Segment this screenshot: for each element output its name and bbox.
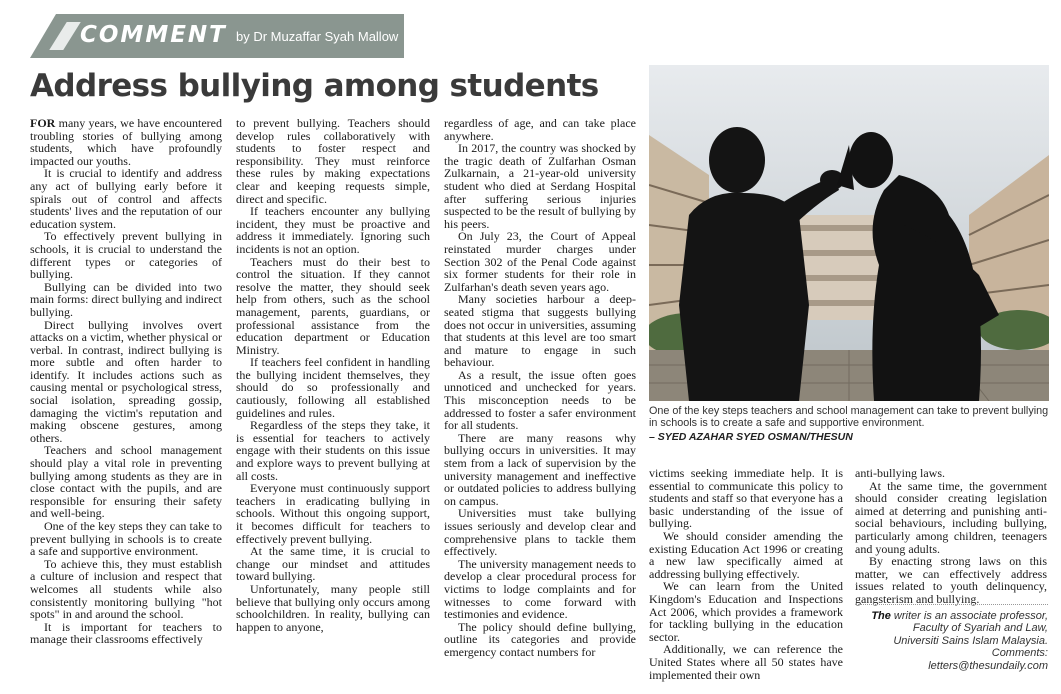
paragraph-text: Teachers and school management should play a vital role in preventing bullying among students as they are in close contact with the pupils, and are responsible for ensuring their safety and well-being.: [30, 443, 222, 521]
article-column-4: [649, 467, 843, 681]
band-notch-decoration: [30, 14, 56, 58]
paragraph: [649, 530, 843, 580]
paragraph: [649, 580, 843, 643]
paragraph: [444, 293, 636, 369]
paragraph-text: anti-bullying laws.: [855, 466, 945, 480]
paragraph-text: Direct bullying involves overt attacks on a victim, whether physical or verbal. In contrast, indirect bullying is more subtle and often harder to identify. It includes actions such as causing mental or psychological stress, social isolation, spreading gossip, damaging the victim's reputation and making obscene gestures, among others.: [30, 317, 222, 445]
paragraph-text: Teachers must do their best to control the situation. If they cannot resolve the matter, they should seek help from others, such as the school management, parents, guardians, or professional assistance from the education department or Education Ministry.: [236, 254, 430, 357]
endnote-email[interactable]: letters@thesundaily.com: [928, 659, 1048, 672]
paragraph: [444, 432, 636, 508]
paragraph-text: It is important for teachers to manage their classrooms effectively: [30, 619, 222, 647]
paragraph-text: to prevent bullying. Teachers should develop rules collaboratively with students to foster respect and responsibility. They must reinforce these rules by making expectations clear and keeping requests simple, direct and specific.: [236, 116, 430, 206]
paragraph-text: Many societies harbour a deep-seated stigma that suggests bullying does not occur in universities, assuming that students at this level are too smart and mature to engage in such behaviour.: [444, 292, 636, 370]
paragraph-text: In 2017, the country was shocked by the tragic death of Zulfarhan Osman Zulkarnain, a 21-year-old university student who died at Serdang Hospital after suffering serious injuries suspected to be the result of bullying by his peers.: [444, 141, 636, 231]
article-column-2: [236, 117, 430, 633]
bullying-silhouette-image: [649, 65, 1049, 401]
paragraph-text: It is crucial to identify and address any act of bullying early before it spirals out of control and affects students' lives and the reputation of our education system.: [30, 166, 222, 231]
endnote-line-2: Faculty of Syariah and Law,: [912, 622, 1048, 635]
paragraph: [649, 643, 843, 681]
endnote-divider: [858, 604, 1048, 605]
paragraph: [30, 558, 222, 621]
paragraph: [444, 230, 636, 293]
paragraph: [30, 167, 222, 230]
article-photo: [649, 65, 1049, 401]
paragraph: [236, 482, 430, 545]
author-endnote: [862, 610, 1048, 672]
paragraph-text: At the same time, it is crucial to change our mindset and attitudes toward bullying.: [236, 544, 430, 584]
paragraph-text: We should consider amending the existing Education Act 1996 or creating a new law specifically aimed at addressing bullying effectively.: [649, 528, 843, 581]
paragraph: [236, 256, 430, 357]
paragraph-text: Unfortunately, many people still believe that bullying only occurs among schoolchildren. In reality, bullying can happen to anyone,: [236, 581, 430, 634]
paragraph-text: To effectively prevent bullying in schools, it is crucial to understand the different types or categories of bullying.: [30, 229, 222, 282]
paragraph: [236, 356, 430, 419]
article-headline: Address bullying among students: [30, 68, 599, 104]
paragraph-text: Everyone must continuously support teachers in eradicating bullying in schools. Without this ongoing support, it becomes difficult for teachers to effectively prevent bullying.: [236, 481, 430, 546]
endnote-line-1: writer is an associate professor,: [890, 610, 1048, 622]
paragraph: [444, 142, 636, 230]
paragraph-text: regardless of age, and can take place anywhere.: [444, 116, 636, 143]
paragraph-text: many years, we have encountered troubling stories of bullying among students, which have profoundly impacted our youths.: [30, 116, 222, 168]
paragraph-text: The university management needs to develop a clear procedural process for victims to lodge complaints and for witnesses to come forward with testimonies and evidence.: [444, 556, 636, 622]
paragraph: [649, 467, 843, 530]
paragraph: [236, 117, 430, 205]
paragraph: [30, 117, 222, 167]
paragraph-text: If teachers feel confident in handling the bullying incident themselves, they should do so professionally and cautiously, following all established guidelines and rules.: [236, 355, 430, 420]
paragraph-text: To achieve this, they must establish a culture of inclusion and respect that welcomes all students while also consistently monitoring bullying "hot spots" in and around the school.: [30, 556, 222, 622]
endnote-lead: The: [871, 610, 891, 622]
paragraph-text: Regardless of the steps they take, it is essential for teachers to actively engage with their students on this issue and explore ways to prevent bullying at all costs.: [236, 418, 430, 483]
lead-word: FOR: [30, 116, 56, 130]
paragraph: [444, 558, 636, 621]
paragraph: [30, 230, 222, 280]
paragraph-text: One of the key steps they can take to prevent bullying in schools is to create a safe and supportive environment.: [30, 519, 222, 559]
author-byline: by Dr Muzaffar Syah Mallow: [236, 29, 399, 44]
paragraph-text: If teachers encounter any bullying incident, they must be proactive and address it immediately. Ignoring such incidents is not an option.: [236, 204, 430, 256]
paragraph: [236, 205, 430, 255]
paragraph: [236, 545, 430, 583]
paragraph-text: At the same time, the government should consider creating legislation aimed at deterring and punishing anti-social behaviours, including bullying, particularly among children, teenagers and young adults.: [855, 478, 1047, 556]
comment-header-band: [30, 14, 404, 58]
paragraph: [30, 281, 222, 319]
paragraph-text: The policy should define bullying, outline its categories and provide emergency contact numbers for: [444, 619, 636, 659]
paragraph-text: On July 23, the Court of Appeal reinstated murder charges under Section 302 of the Penal Code against six former students for their role in Zulfarhan's death seven years ago.: [444, 229, 636, 294]
paragraph-text: By enacting strong laws on this matter, we can effectively address issues related to youth delinquency, gangsterism and bullying.: [855, 554, 1047, 606]
paragraph-text: As a result, the issue often goes unnoticed and unchecked for years. This misconception needs to be addressed to foster a safer environment for all students.: [444, 367, 636, 433]
paragraph-text: Bullying can be divided into two main forms: direct bullying and indirect bullying.: [30, 279, 222, 319]
article-column-3: [444, 117, 636, 659]
photo-caption: One of the key steps teachers and school management can take to prevent bullying in schools is to create a safe and supportive environment.: [649, 405, 1049, 430]
section-label: COMMENT: [80, 22, 227, 48]
paragraph-text: Universities must take bullying issues seriously and develop clear and comprehensive plans to tackle them effectively.: [444, 506, 636, 559]
paragraph-text: Additionally, we can reference the United States where all 50 states have implemented their own: [649, 642, 843, 682]
article-column-5: [855, 467, 1047, 606]
article-column-1: [30, 117, 222, 646]
paragraph: [236, 583, 430, 633]
paragraph: [30, 319, 222, 445]
endnote-line-3: Universiti Sains Islam Malaysia.: [893, 634, 1048, 647]
paragraph: [30, 621, 222, 646]
paragraph: [444, 369, 636, 432]
paragraph: [444, 507, 636, 557]
paragraph-text: We can learn from the United Kingdom's Education and Inspections Act 2006, which provides a framework for tackling bullying in the education sector.: [649, 579, 843, 644]
paragraph: [444, 117, 636, 142]
photo-credit: – SYED AZAHAR SYED OSMAN/THESUN: [649, 431, 853, 443]
paragraph: [855, 555, 1047, 605]
paragraph: [855, 480, 1047, 556]
paragraph: [30, 444, 222, 520]
paragraph: [444, 621, 636, 659]
paragraph: [30, 520, 222, 558]
paragraph-text: victims seeking immediate help. It is essential to communicate this policy to students and staff so that everyone has a basic understanding of the issue of bullying.: [649, 466, 843, 531]
paragraph: [236, 419, 430, 482]
paragraph-text: There are many reasons why bullying occurs in universities. It may stem from a lack of supervision by the university management and ineffective or outdated policies to address bullying on campus.: [444, 430, 636, 508]
endnote-line-4: Comments:: [991, 647, 1048, 660]
